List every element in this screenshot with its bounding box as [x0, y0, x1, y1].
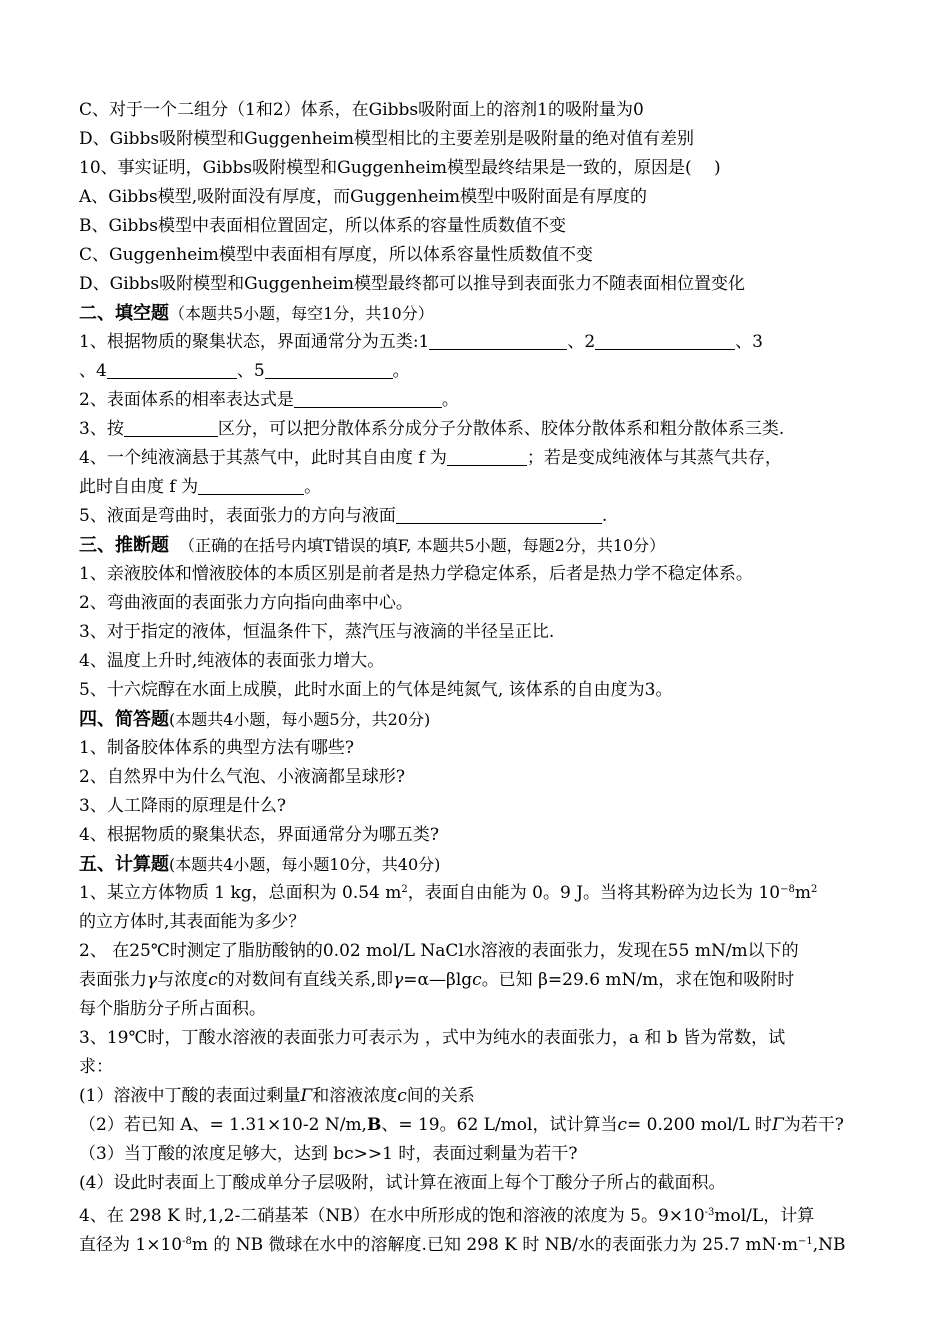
calc-q4-text-b3: ,NB	[812, 1235, 846, 1255]
judge-item-4: 4、温度上升时,纯液体的表面张力增大。	[79, 651, 385, 671]
fill-q4-line1	[79, 444, 880, 473]
calc-q4-sup-1: -3	[704, 1207, 715, 1218]
q10-option-d: D、Gibbs吸附模型和Guggenheim模型最终都可以推导到表面张力不随表面相位置变化	[79, 274, 746, 294]
calc-q4-text-b1: 直径为 1×10	[79, 1235, 183, 1255]
fill-q5-blank[interactable]	[396, 505, 602, 524]
fill-q4-text-b: ；若是变成纯液体与其蒸气共存，	[526, 448, 782, 468]
calc-q1-text-a: 1、某立方体物质 1 kg，总面积为 0.54 m	[79, 883, 402, 903]
calc-q3-line2: 求：	[79, 1057, 113, 1077]
section4-title: 四、简答题	[79, 709, 169, 730]
calc-q1-text-c: m	[794, 883, 811, 903]
section5-title: 五、计算题	[79, 854, 169, 875]
fill-q1-blank-5[interactable]	[265, 360, 393, 379]
section3-note: （正确的在括号内填T错误的填F, 本题共5小题，每题2分，共10分）	[179, 536, 666, 555]
fill-q3-text-b: 区分，可以把分散体系分成分子分散体系、胶体分散体系和粗分散体系三类.	[217, 419, 785, 439]
fill-q2	[79, 386, 880, 415]
section2-note: （本题共5小题，每空1分，共10分）	[169, 304, 434, 323]
fill-q4-text-c: 此时自由度 f 为	[79, 477, 199, 497]
calc-q3-part4: (4）设此时表面上丁酸成单分子层吸附，试计算在液面上每个丁酸分子所占的截面积。	[79, 1173, 726, 1193]
fill-q4-blank-1[interactable]	[447, 447, 527, 466]
section5-heading	[79, 850, 880, 879]
calc-q2-text-4: 。已知 β=29.6 mN/m，求在饱和吸附时	[481, 970, 795, 990]
section3-heading	[79, 531, 880, 560]
fill-q3-blank[interactable]	[124, 418, 218, 437]
calc-q4-text-a1: 4、在 298 K 时,1,2-二硝基苯（NB）在水中所形成的饱和溶液的浓度为 5。9×10	[79, 1206, 705, 1226]
judge-item-3: 3、对于指定的液体，恒温条件下，蒸汽压与液滴的半径呈正比.	[79, 622, 555, 642]
fill-q4-end: 。	[304, 477, 322, 497]
calc-q1-sup-neg8: −8	[780, 884, 795, 895]
calc-q4-text-a2: mol/L，计算	[714, 1206, 815, 1226]
calc-q3-part2-gamma: Γ	[771, 1115, 784, 1135]
short-item-2: 2、自然界中为什么气泡、小液滴都呈球形?	[79, 767, 405, 787]
calc-q2-eq-gamma: γ	[393, 970, 404, 990]
q10-option-a: A、Gibbs模型,吸附面没有厚度，而Guggenheim模型中吸附面是有厚度的	[79, 187, 648, 207]
fill-q3-text-a: 3、按	[79, 419, 124, 439]
fill-q5-text: 5、液面是弯曲时，表面张力的方向与液面	[79, 506, 396, 526]
calc-q3-line1: 3、19℃时，丁酸水溶液的表面张力可表示为 ，式中为纯水的表面张力，a 和 b 皆为常数，试	[79, 1028, 786, 1048]
fill-q2-blank[interactable]	[294, 389, 442, 408]
judge-item-1: 1、亲液胶体和憎液胶体的本质区别是前者是热力学稳定体系，后者是热力学不稳定体系。	[79, 564, 753, 584]
fill-q1-blank-1[interactable]	[429, 331, 567, 350]
fill-q1-sep-2: 、2	[567, 332, 596, 352]
fill-q5	[79, 502, 880, 531]
fill-q1-sep-5: 、5	[236, 361, 265, 381]
calc-q1-line2: 的立方体时,其表面能为多少？	[79, 912, 306, 932]
calc-q3-part2-b: B	[366, 1115, 382, 1135]
calc-q2-text-3: 的对数间有直线关系,即	[217, 970, 394, 990]
calc-q2-line1: 2、 在25℃时测定了脂肪酸钠的0.02 mol/L NaCl水溶液的表面张力，发现在55 mN/m以下的	[79, 941, 799, 961]
short-item-3: 3、人工降雨的原理是什么?	[79, 796, 286, 816]
calc-q2-eq-c: c	[472, 970, 482, 990]
q10-option-c: C、Guggenheim模型中表面相有厚度，所以体系容量性质数值不变	[79, 245, 593, 265]
section4-note: (本题共4小题，每小题5分，共20分)	[169, 710, 431, 729]
fill-q1-sep-3: 、3	[735, 332, 764, 352]
fill-q2-text: 2、表面体系的相率表达式是	[79, 390, 294, 410]
calc-q2-c: c	[208, 970, 218, 990]
fill-q2-end: 。	[441, 390, 459, 410]
fill-q4-text-a: 4、一个纯液滴悬于其蒸气中，此时其自由度 f 为	[79, 448, 447, 468]
q9-option-d: D、Gibbs吸附模型和Guggenheim模型相比的主要差别是吸附量的绝对值有差别	[79, 129, 695, 149]
calc-q3-part1-gamma: Γ	[300, 1086, 313, 1106]
short-item-1: 1、制备胶体体系的典型方法有哪些?	[79, 738, 354, 758]
calc-q3-part1-text-b: 和溶液浓度	[312, 1086, 398, 1106]
judge-item-2: 2、弯曲液面的表面张力方向指向曲率中心。	[79, 593, 413, 613]
judge-item-5: 5、十六烷醇在水面上成膜，此时水面上的气体是纯氮气, 该体系的自由度为3。	[79, 680, 673, 700]
calc-q3-part2-text-b: 、= 19。62 L/mol，试计算当	[381, 1115, 618, 1135]
fill-q1-end: 。	[392, 361, 410, 381]
calc-q3-part2-c: c	[617, 1115, 627, 1135]
calc-q3-part2-text-d: = 0.200 mol/L 时	[627, 1115, 772, 1135]
section4-heading	[79, 705, 880, 734]
fill-q1-text: 1、根据物质的聚集状态，界面通常分为五类:1	[79, 332, 430, 352]
calc-q2-gamma: γ	[147, 970, 158, 990]
calc-q1-text-b: ，表面自由能为 0。9 J。当将其粉碎为边长为 10	[407, 883, 781, 903]
fill-q4-blank-2[interactable]	[198, 476, 304, 495]
calc-q4-line2	[79, 1231, 880, 1260]
calc-q4-sup-2: -8	[182, 1236, 192, 1247]
calc-q3-part1-c: c	[397, 1086, 407, 1106]
calc-q1-line1	[79, 879, 880, 908]
calc-q4-line1	[79, 1202, 880, 1231]
fill-q5-end: .	[601, 506, 608, 526]
calc-q2-line3: 每个脂肪分子所占面积。	[79, 999, 266, 1019]
fill-q1-blank-4[interactable]	[107, 360, 237, 379]
section2-heading	[79, 299, 880, 328]
calc-q1-sup-2b: 2	[810, 884, 818, 895]
q9-option-c: C、对于一个二组分（1和2）体系，在Gibbs吸附面上的溶剂1的吸附量为0	[79, 100, 644, 120]
calc-q2-line2	[79, 966, 880, 995]
section5-note: (本题共4小题，每小题10分，共40分)	[169, 855, 441, 874]
q10-option-b: B、Gibbs模型中表面相位置固定，所以体系的容量性质数值不变	[79, 216, 566, 236]
calc-q3-part2	[79, 1111, 880, 1140]
section2-title: 二、填空题	[79, 303, 169, 324]
fill-q1-sep-4: 、4	[79, 361, 107, 381]
q10-stem: 10、事实证明，Gibbs吸附模型和Guggenheim模型最终结果是一致的，原因是( )	[79, 158, 721, 178]
calc-q2-text-1: 表面张力	[79, 970, 147, 990]
fill-q3	[79, 415, 880, 444]
calc-q3-part1-text-a: (1）溶液中丁酸的表面过剩量	[79, 1086, 301, 1106]
short-item-4: 4、根据物质的聚集状态，界面通常分为哪五类?	[79, 825, 439, 845]
calc-q3-part1-text-d: 间的关系	[406, 1086, 475, 1106]
fill-q1-blank-2[interactable]	[595, 331, 735, 350]
section3-title: 三、推断题	[79, 535, 169, 556]
fill-q1-line1	[79, 328, 880, 357]
fill-q4-line2	[79, 473, 880, 502]
calc-q1-sup-2: 2	[401, 884, 408, 895]
calc-q3-part3: （3）当丁酸的浓度足够大，达到 bc>>1 时，表面过剩量为若干?	[79, 1144, 578, 1164]
calc-q3-part2-text-e: 为若干?	[783, 1115, 844, 1135]
fill-q1-line2	[79, 357, 880, 386]
calc-q3-part1	[79, 1082, 880, 1111]
calc-q2-text-2: 与浓度	[157, 970, 209, 990]
calc-q4-sup-3: −1	[798, 1236, 813, 1247]
calc-q4-text-b2: m 的 NB 微球在水中的溶解度.已知 298 K 时 NB/水的表面张力为 25.7 mN·m	[191, 1235, 798, 1255]
calc-q2-eq-mid: =α—βlg	[403, 970, 473, 990]
calc-q3-part2-text-a: （2）若已知 A、= 1.31×10-2 N/m,	[79, 1115, 367, 1135]
